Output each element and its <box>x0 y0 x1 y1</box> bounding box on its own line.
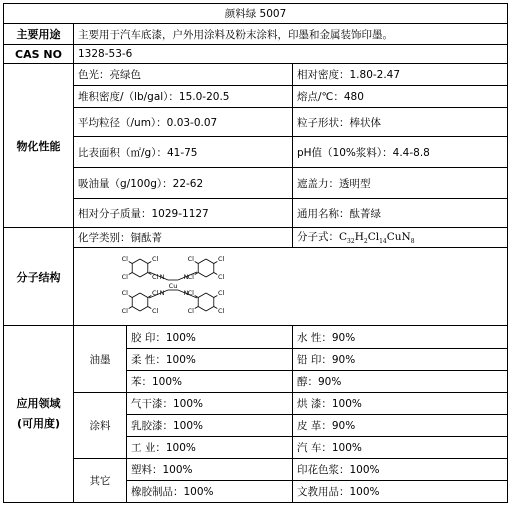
sheet-title: 颜料绿 5007 <box>4 4 508 24</box>
chlorine-atom-label: Cl <box>152 255 159 264</box>
structure-label: 分子结构 <box>4 228 74 326</box>
bond-line <box>214 261 218 263</box>
chlorine-atom-label: Cl <box>218 289 225 298</box>
physical-cell: 相对分子质量：1029-1127 <box>74 199 293 228</box>
usage-cell: 皮 革：90% <box>293 415 508 437</box>
molecular-formula <box>293 228 508 248</box>
bond-line <box>195 307 199 309</box>
chlorine-atom-label: Cl <box>121 272 128 281</box>
chlorine-atom-label: Cl <box>187 272 194 281</box>
bond-line <box>148 307 152 309</box>
structure-image-cell <box>74 248 508 326</box>
group-other: 其它 <box>74 459 127 503</box>
usage-cell: 胶 印：100% <box>127 326 293 349</box>
usage-cell: 橡胶制品：100% <box>127 481 293 503</box>
physical-cell: 平均粒径（/um）：0.03-0.07 <box>74 108 293 137</box>
pigment-spec-sheet <box>3 3 507 527</box>
bond-line <box>206 259 214 264</box>
application-label <box>4 326 74 503</box>
usage-cell: 水 性：90% <box>293 326 508 349</box>
group-coating: 涂料 <box>74 393 127 459</box>
main-use-label: 主要用途 <box>4 24 74 45</box>
chlorine-atom-label: Cl <box>121 289 128 298</box>
bond-line <box>198 307 206 312</box>
chlorine-atom-label: Cl <box>121 306 128 315</box>
bond-line <box>140 259 148 264</box>
usage-cell: 烘 漆：100% <box>293 393 508 415</box>
bond-line <box>129 261 133 263</box>
formula-label: 分子式： <box>297 231 339 244</box>
bond-line <box>132 293 140 298</box>
usage-cell: 柔 性：100% <box>127 349 293 371</box>
chlorine-atom-label: Cl <box>152 289 159 298</box>
bond-line <box>132 259 140 264</box>
physical-cell: 堆积密度/（lb/gal）：15.0-20.5 <box>74 86 293 108</box>
usage-cell: 印花色浆：100% <box>293 459 508 481</box>
physical-cell: 比表面积（㎡/g）：41-75 <box>74 137 293 168</box>
nitrogen-atom-label: N <box>159 273 165 281</box>
usage-cell: 汽 车：100% <box>293 437 508 459</box>
usage-cell: 文教用品：100% <box>293 481 508 503</box>
bond-line <box>198 259 206 264</box>
bond-line <box>140 293 148 298</box>
chlorine-atom-label: Cl <box>218 255 225 264</box>
bond-line <box>206 307 214 312</box>
chlorine-atom-label: Cl <box>187 306 194 315</box>
physical-cell: 通用名称：酞菁绿 <box>293 199 508 228</box>
physical-cell: 吸油量（g/100g）：22-62 <box>74 168 293 199</box>
usage-cell: 塑料：100% <box>127 459 293 481</box>
bond-line <box>129 307 133 309</box>
bond-line <box>132 273 140 278</box>
cas-value: 1328-53-6 <box>74 45 508 64</box>
usage-cell: 气干漆：100% <box>127 393 293 415</box>
phthalocyanine-structure-diagram <box>78 250 278 320</box>
bond-line <box>140 307 148 312</box>
chlorine-atom-label: Cl <box>152 306 159 315</box>
bond-line <box>206 273 214 278</box>
chlorine-atom-label: Cl <box>121 255 128 264</box>
usage-cell: 乳胶漆：100% <box>127 415 293 437</box>
nitrogen-atom-label: N <box>159 289 165 297</box>
formula-text: $C_{32}H_2Cl_{14}CuN_8$ <box>339 231 415 246</box>
usage-cell: 铅 印：90% <box>293 349 508 371</box>
bond-line <box>214 273 218 275</box>
copper-atom-label: Cu <box>168 282 178 290</box>
physical-cell: 相对密度：1.80-2.47 <box>293 64 508 86</box>
physical-cell: 粒子形状：棒状体 <box>293 108 508 137</box>
chem-class: 化学类别：铜酞菁 <box>74 228 293 248</box>
bond-line <box>129 295 133 297</box>
usage-cell: 苯：100% <box>127 371 293 393</box>
group-ink: 油墨 <box>74 326 127 393</box>
application-label-line1: 应用领域 <box>16 397 61 410</box>
physical-cell: 色光：亮绿色 <box>74 64 293 86</box>
cas-label: CAS NO <box>4 45 74 64</box>
usage-cell: 醇：90% <box>293 371 508 393</box>
bond-line <box>195 261 199 263</box>
bond-line <box>140 273 148 278</box>
bond-line <box>198 293 206 298</box>
nitrogen-atom-label: N <box>183 289 189 297</box>
chlorine-atom-label: Cl <box>187 289 194 298</box>
bond-line <box>214 295 218 297</box>
chlorine-atom-label: Cl <box>187 255 194 264</box>
spec-table <box>3 3 508 503</box>
bond-line <box>132 307 140 312</box>
bond-line <box>198 273 206 278</box>
physical-cell: pH值（10%浆料）：4.4-8.8 <box>293 137 508 168</box>
application-label-line2: (可用度) <box>16 417 61 430</box>
bond-line <box>206 293 214 298</box>
physical-label: 物化性能 <box>4 64 74 228</box>
bond-line <box>129 273 133 275</box>
nitrogen-atom-label: N <box>183 273 189 281</box>
main-use-value: 主要用于汽车底漆，户外用涂料及粉末涂料，印墨和金属装饰印墨。 <box>74 24 508 45</box>
chlorine-atom-label: Cl <box>218 306 225 315</box>
physical-cell: 遮盖力：透明型 <box>293 168 508 199</box>
chlorine-atom-label: Cl <box>152 272 159 281</box>
chlorine-atom-label: Cl <box>218 272 225 281</box>
bond-line <box>148 261 152 263</box>
bond-line <box>214 307 218 309</box>
physical-cell: 熔点/℃：480 <box>293 86 508 108</box>
usage-cell: 工 业：100% <box>127 437 293 459</box>
